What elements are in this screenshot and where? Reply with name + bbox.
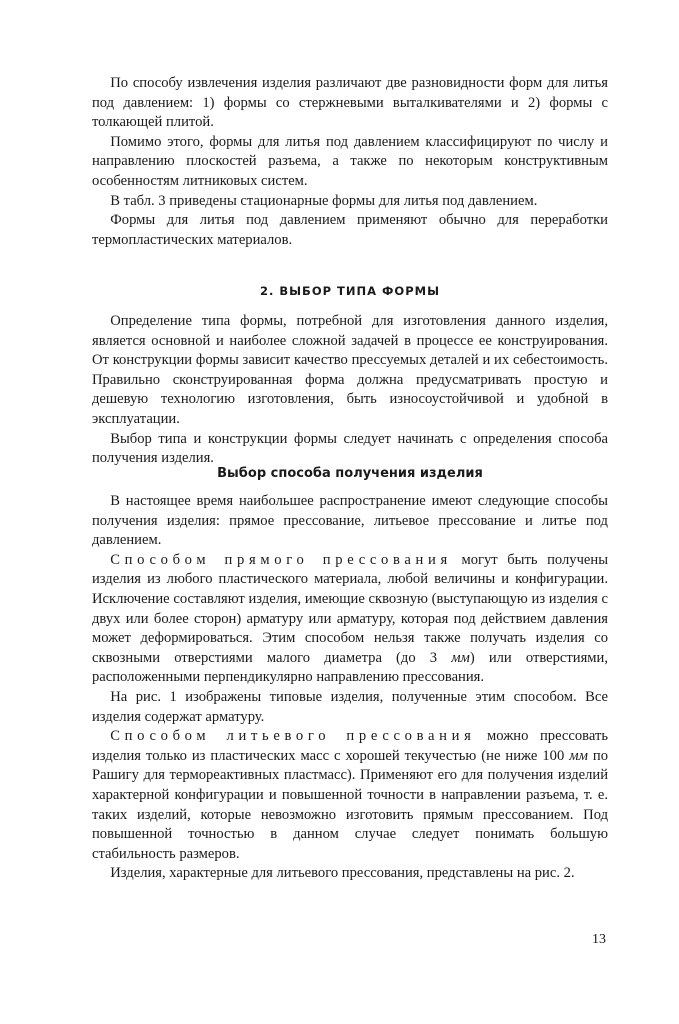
section-subheading: Выбор способа получения изделия — [217, 466, 483, 481]
paragraph-figure-2: Изделия, характерные для литьевого прессования, представлены на рис. 2. — [110, 865, 575, 882]
paragraph-mold-choice: Выбор типа и конструкции формы следует начинать с определения способа получения изделия. — [92, 430, 608, 467]
paragraph-methods-overview: В настоящее время наибольшее распространение имеют следующие способы получения изделия: прямое прессование, литьевое прессование и литье под давлением. — [92, 493, 608, 549]
chapter-heading: 2. ВЫБОР ТИПА ФОРМЫ — [260, 284, 440, 298]
paragraph-mold-definition: Определение типа формы, потребной для изготовления данного изделия, является основной и наиболее сложной задачей в процессе ее конструирования. От конструкции формы зависит качество прессуемых деталей и их себестоимость. Правильно сконструированная форма должна предусматривать простую и дешевую технологию изготовления, быть износоустойчивой и удобной в эксплуатации. — [92, 313, 608, 427]
paragraph-classification: Помимо этого, формы для литья под давлением классифицируют по числу и направлению плоскостей разъема, а также по некоторым конструктивным особенностям литниковых систем. — [92, 133, 608, 189]
page-number: 13 — [592, 932, 606, 947]
term-direct-pressing: Способом прямого прессования — [110, 551, 452, 568]
unit-mm: мм — [569, 747, 588, 764]
paragraph-ejection-types: По способу извлечения изделия различают две разновидности форм для литья под давлением: 1) формы со стержневыми выталкивателями и 2) формы с толкающей плитой. — [92, 75, 608, 131]
mold-type-text-block — [92, 312, 608, 469]
methods-text-block — [92, 492, 608, 884]
paragraph-thermoplastics: Формы для литья под давлением применяют обычно для переработки термопластических материалов. — [92, 212, 608, 248]
paragraph-direct-pressing: Способом прямого прессования могут быть получены изделия из любого пластического материала, любой величины и конфигурации. Исключение составляют изделия, имеющие сквозную (выступающую из изделия с двух или более сторон) арматуру или арматуру, которая под действием давления может деформироваться. Этим способом нельзя также получать изделия со сквозными отверстиями малого диаметра (до 3 мм) или отверстиями, расположенными перпендикулярно направлению прессования. — [92, 551, 609, 686]
term-transfer-pressing: Способом литьевого прессования — [110, 728, 476, 745]
intro-text-block — [92, 74, 608, 250]
paragraph-figure-1: На рис. 1 изображены типовые изделия, полученные этим способом. Все изделия содержат арматуру. — [92, 688, 608, 725]
paragraph-transfer-pressing: Способом литьевого прессования можно прессовать изделия только из пластических масс с хорошей текучестью (не ниже 100 мм по Рашигу для термореактивных пластмасс). Применяют его для получения изделий характерной конфигурации и повышенной точности в направлении разъема, т. е. таких изделий, которые невозможно изготовить прямым прессованием. Под повышенной точностью в данном случае следует понимать большую стабильность размеров. — [92, 728, 608, 862]
paragraph-table-reference: В табл. 3 приведены стационарные формы для литья под давлением. — [110, 192, 538, 209]
unit-mm: мм — [451, 649, 470, 666]
